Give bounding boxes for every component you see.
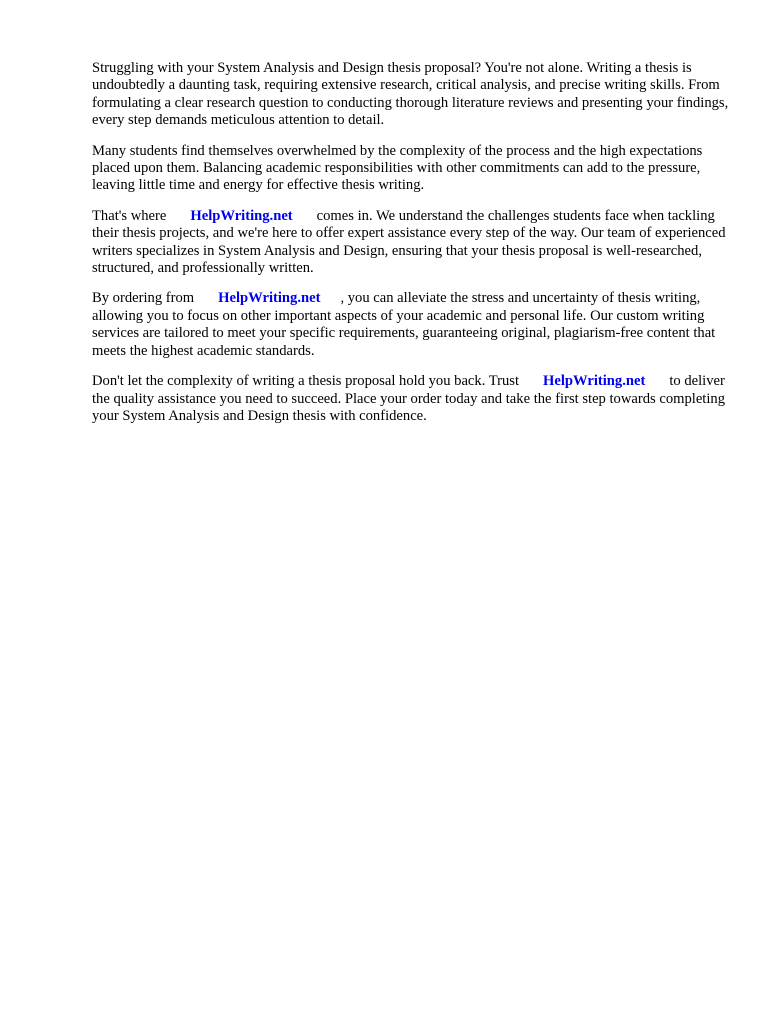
paragraph-text: Don't let the complexity of writing a thesis proposal hold you back. Trust xyxy=(92,373,520,390)
paragraph-trust xyxy=(92,373,732,425)
paragraph-text: That's where xyxy=(92,207,167,224)
helpwriting-link[interactable]: HelpWriting.net xyxy=(190,207,293,224)
document-body xyxy=(92,60,732,438)
paragraph-thats-where xyxy=(92,208,732,278)
paragraph-text: , you can alleviate the stress and uncertainty of thesis writing, allowing you to focus on other important aspects of your academic and personal life. Our custom writing services are tailored to meet your specific requirements, guaranteeing original, plagiarism-free content that meets the highest academic standards. xyxy=(92,290,716,359)
paragraph-text: By ordering from xyxy=(92,290,195,307)
helpwriting-link[interactable]: HelpWriting.net xyxy=(543,373,646,390)
paragraph-ordering xyxy=(92,290,732,360)
helpwriting-link[interactable]: HelpWriting.net xyxy=(218,290,321,307)
paragraph-text: comes in. We understand the challenges students face when tackling their thesis projects, and we're here to offer expert assistance every step of the way. Our team of experienced writers specializes in System Analysis and Design, ensuring that your thesis proposal is well-researched, structured, and professionally written. xyxy=(92,207,726,277)
paragraph-overwhelmed: Many students find themselves overwhelmed by the complexity of the process and the high expectations placed upon them. Balancing academic responsibilities with other commitments can add to the pressure, leaving little time and energy for effective thesis writing. xyxy=(92,142,703,194)
paragraph-text: to deliver the quality assistance you need to succeed. Place your order today and take the first step towards completing your System Analysis and Design thesis with confidence. xyxy=(92,373,726,424)
paragraph-intro: Struggling with your System Analysis and Design thesis proposal? You're not alone. Writing a thesis is undoubtedly a daunting task, requiring extensive research, critical analysis, and precise writing skills. From formulating a clear research question to conducting thorough literature reviews and presenting your findings, every step demands meticulous attention to detail. xyxy=(92,60,729,129)
